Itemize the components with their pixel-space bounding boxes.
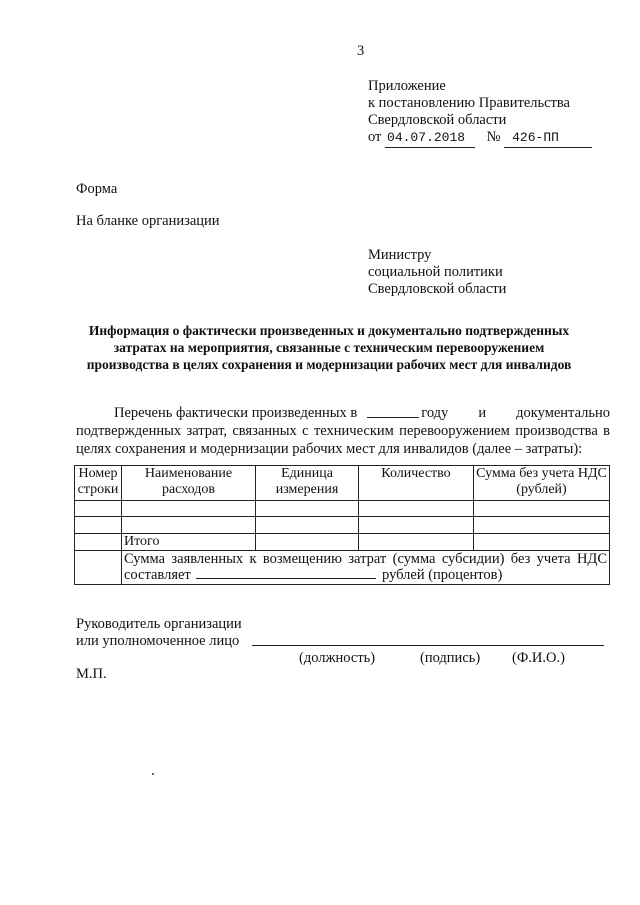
year-blank	[367, 404, 419, 418]
signature-line	[252, 645, 604, 646]
table-row	[75, 517, 610, 534]
header-sum: Сумма без учета НДС (рублей)	[474, 466, 610, 501]
table-header-row	[75, 466, 610, 501]
table-cell	[75, 517, 122, 534]
addressee-line-3: Свердловской области	[368, 281, 507, 297]
appendix-region: Свердловской области	[368, 112, 507, 128]
table-cell	[256, 534, 359, 551]
intro-text-2: году и документально	[421, 405, 610, 421]
table-cell	[256, 501, 359, 517]
signer-title-1: Руководитель организации	[76, 616, 242, 632]
appendix-title: Приложение	[368, 78, 446, 94]
intro-line-1	[76, 404, 610, 422]
table-cell	[256, 517, 359, 534]
page-number: 3	[357, 43, 365, 59]
position-caption: (должность)	[299, 650, 376, 666]
header-name: Наименование расходов	[122, 466, 256, 501]
intro-text-1: Перечень фактически произведенных в	[114, 405, 358, 421]
table-cell	[359, 501, 474, 517]
fio-caption: (Ф.И.О.)	[512, 650, 565, 666]
table-total-row	[75, 534, 610, 551]
title-line-3: производства в целях сохранения и модернизации рабочих мест для инвалидов	[86, 357, 572, 372]
table-cell	[75, 534, 122, 551]
table-cell	[75, 551, 122, 585]
letterhead-note: На бланке организации	[76, 213, 220, 229]
table-cell	[474, 517, 610, 534]
total-label: Итого	[122, 534, 256, 551]
header-unit: Единица измерения	[256, 466, 359, 501]
decree-number: 426-ПП	[504, 129, 592, 148]
addressee-line-1: Министру	[368, 247, 432, 263]
table-cell	[474, 501, 610, 517]
intro-line-2: подтвержденных затрат, связанных с техническим перевооружением производства в	[76, 423, 610, 439]
table-cell	[359, 517, 474, 534]
number-label: №	[486, 129, 501, 145]
header-quantity: Количество	[359, 466, 474, 501]
appendix-date-line	[368, 128, 592, 148]
intro-paragraph	[76, 404, 610, 458]
decree-date: 04.07.2018	[385, 129, 475, 148]
table-cell	[75, 501, 122, 517]
intro-line-3: целях сохранения и модернизации рабочих мест для инвалидов (далее – затраты):	[76, 441, 583, 457]
declared-line-2: составляет рублей (процентов)	[124, 567, 503, 583]
form-label: Форма	[76, 181, 118, 197]
signature-caption: (подпись)	[420, 650, 481, 666]
title-line-2: затратах на мероприятия, связанные с техническим перевооружением	[113, 340, 545, 355]
from-label: от	[368, 129, 382, 145]
table-cell	[474, 534, 610, 551]
signer-title-2: или уполномоченное лицо	[76, 633, 240, 649]
appendix-decree: к постановлению Правительства	[368, 95, 570, 111]
declared-line-1: Сумма заявленных к возмещению затрат (сумма субсидии) без учета НДС	[124, 551, 607, 567]
scan-dot	[152, 773, 154, 775]
table-cell	[122, 517, 256, 534]
table-cell	[359, 534, 474, 551]
expenses-table	[74, 465, 610, 585]
header-number: Номер строки	[75, 466, 122, 501]
stamp-place: М.П.	[76, 666, 107, 682]
subsidy-blank	[196, 578, 376, 579]
declared-sum-cell	[122, 551, 610, 585]
title-line-1: Информация о фактически произведенных и документально подтвержденных	[88, 323, 570, 338]
addressee-line-2: социальной политики	[368, 264, 503, 280]
table-declared-row	[75, 551, 610, 585]
document-title	[60, 322, 598, 373]
table-cell	[122, 501, 256, 517]
table-row	[75, 501, 610, 517]
